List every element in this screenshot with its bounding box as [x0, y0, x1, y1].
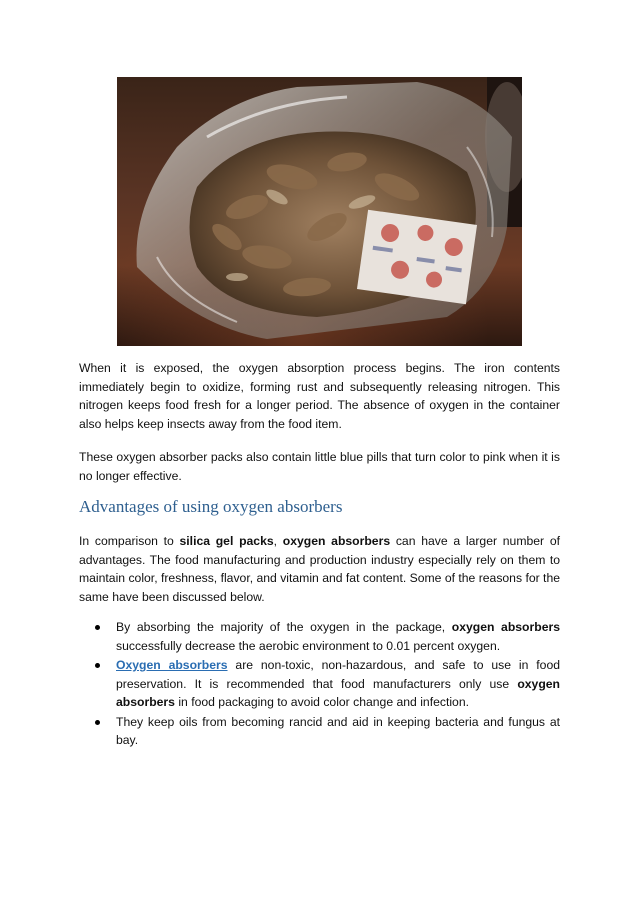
text-run: , [273, 534, 283, 548]
text-run: In comparison to [79, 534, 180, 548]
paragraph-oxygen-absorption: When it is exposed, the oxygen absorption process begins. The iron contents immediately begin to oxidize, forming rust and subsequently releasing nitrogen. This nitrogen keeps food fresh for a longer period. The absence of oxygen in the container also helps keep insects away from the food item. [79, 361, 560, 431]
bold-oxygen-absorbers: oxygen absorbers [282, 534, 391, 548]
bold-silica-gel-packs: silica gel packs [179, 534, 274, 548]
dried-mushrooms-bag-photo [117, 77, 522, 346]
bold-oxygen-absorbers: oxygen absorbers [451, 620, 560, 634]
advantages-list [79, 618, 560, 751]
section-heading: Advantages of using oxygen absorbers [79, 497, 343, 516]
text-run: By absorbing the majority of the oxygen in the package, [116, 620, 452, 634]
photo-illustration [117, 77, 522, 346]
bullet-icon [95, 720, 100, 725]
list-item [79, 618, 560, 655]
bold-oxygen-absorbers: oxygen absorbers [116, 676, 560, 709]
text-run: They keep oils from becoming rancid and aid in keeping bacteria and fungus at bay. [116, 714, 560, 747]
bullet-icon [95, 625, 100, 630]
text-run: successfully decrease the aerobic environment to 0.01 percent oxygen. [116, 638, 501, 653]
bullet-icon [95, 663, 100, 668]
list-item [79, 656, 560, 712]
list-item [79, 713, 560, 750]
paragraph-comparison [79, 532, 560, 606]
oxygen-absorbers-link[interactable]: Oxygen absorbers [116, 658, 228, 672]
text-run: in food packaging to avoid color change and infection. [174, 695, 469, 709]
text-run: can have a larger number of advantages. The food manufacturing and production industry especially rely on them to maintain color, freshness, flavor, and vitamin and fat content. Some of the reasons for the same have been discussed below. [79, 534, 560, 604]
paragraph-blue-pills: These oxygen absorber packs also contain little blue pills that turn color to pink when it is no longer effective. [79, 450, 560, 483]
text-run: are non-toxic, non-hazardous, and safe to use in food preservation. It is recommended that food manufacturers only use [116, 658, 561, 691]
